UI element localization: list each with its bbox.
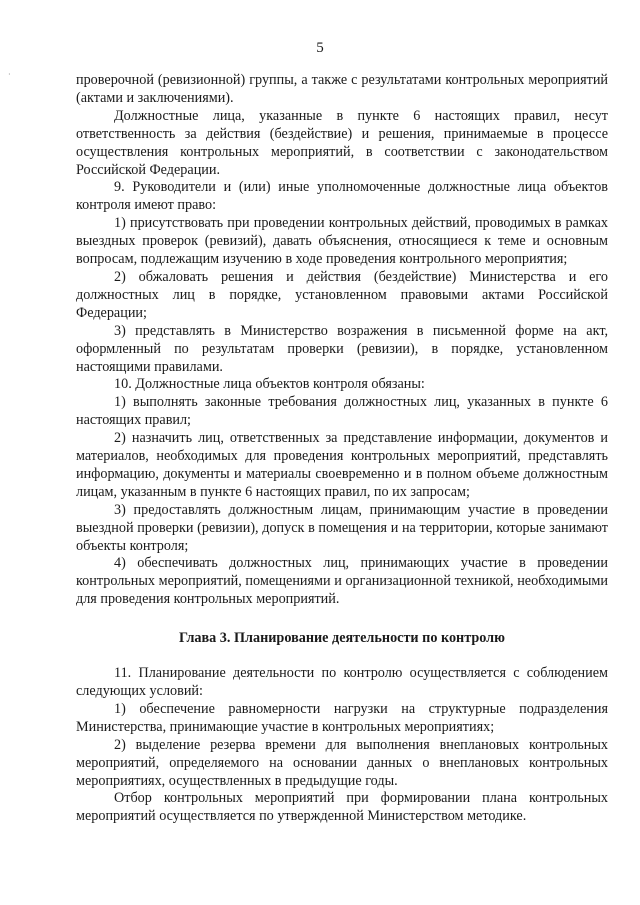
list-item: 3) представлять в Министерство возражения в письменной форме на акт, оформленный по результатам проверки (ревизии), в порядке, установленном настоящими правилами. [76, 322, 608, 375]
list-item: 1) обеспечение равномерности нагрузки на структурные подразделения Министерства, принимающие участие в контрольных мероприятиях; [76, 700, 608, 735]
paragraph: 9. Руководители и (или) иные уполномоченные должностные лица объектов контроля имеют право: [76, 179, 608, 214]
page-number: 5 [316, 40, 324, 56]
paragraph: 11. Планирование деятельности по контролю осуществляется с соблюдением следующих условий: [76, 665, 608, 699]
paragraph: Отбор контрольных мероприятий при формировании плана контрольных мероприятий осуществляется по утвержденной Министерством методике. [76, 790, 608, 825]
list-item: 1) присутствовать при проведении контрольных действий, проводимых в рамках выездных проверок (ревизий), давать объяснения, относящиеся к теме и основным вопросам, подлежащим изучению в ходе проведения контрольного мероприятия; [76, 215, 608, 268]
list-item: 1) выполнять законные требования должностных лиц, указанных в пункте 6 настоящих правил; [76, 394, 608, 429]
list-item: 2) обжаловать решения и действия (бездействие) Министерства и его должностных лиц в порядке, установленном правовыми актами Российской Федерации; [76, 268, 608, 321]
list-item: 4) обеспечивать должностных лиц, принимающих участие в проведении контрольных мероприятий, помещениями и организационной техникой, необходимыми для проведения контрольных мероприятий. [76, 555, 608, 608]
document-body [76, 72, 608, 826]
list-item: 2) назначить лиц, ответственных за представление информации, документов и материалов, необходимых для проведения контрольных мероприятий, представлять информацию, документы и материалы своевременно и в полном объеме должностным лицам, указанным в пункте 6 настоящих правил, по их запросам; [76, 430, 608, 500]
list-item: 3) предоставлять должностным лицам, принимающим участие в проведении выездной проверки (ревизии), допуск в помещения и на территории, которые занимают объекты контроля; [76, 501, 608, 554]
paragraph: проверочной (ревизионной) группы, а также с результатами контрольных мероприятий (актами и заключениями). [76, 72, 608, 106]
scan-edge-mark: · [8, 70, 11, 79]
paragraph: Должностные лица, указанные в пункте 6 настоящих правил, несут ответственность за действия (бездействие) и решения, принимаемые в процессе осуществления контрольных мероприятий, в соответствии с законодательством Российской Федерации. [76, 107, 608, 178]
list-item: 2) выделение резерва времени для выполнения внеплановых контрольных мероприятий, определяемого на основании данных о внеплановых контрольных мероприятиях, осуществленных в предыдущие годы. [76, 736, 608, 789]
chapter-heading: Глава 3. Планирование деятельности по контролю [179, 630, 505, 647]
paragraph: 10. Должностные лица объектов контроля обязаны: [114, 376, 425, 393]
